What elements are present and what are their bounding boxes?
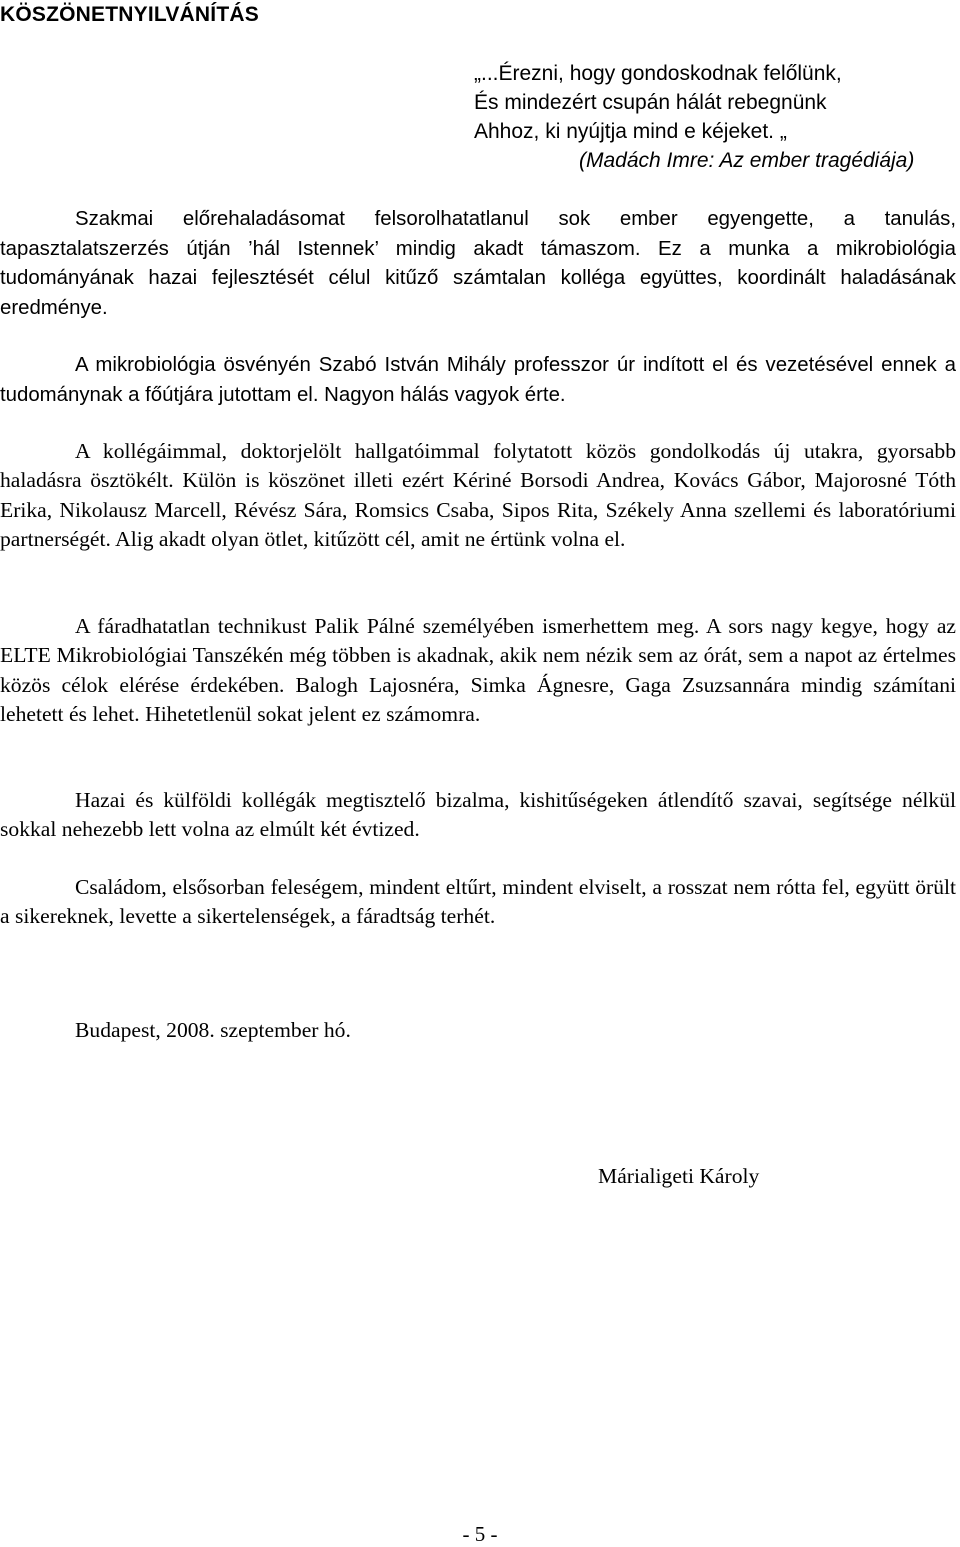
motto-citation: (Madách Imre: Az ember tragédiája) bbox=[579, 149, 915, 172]
paragraph-3: A kollégáimmal, doktorjelölt hallgatóimmal folytatott közös gondolkodás új utakra, gyorsabb haladásra ösztökélt. Külön is köszönet illeti ezért Kériné Borsodi Andrea, Kovács Gábor, Majorosné Tóth Erika, Nikolausz Marcell, Révész Sára, Romsics Csaba, Sipos Rita, Székely Anna szellemi és laboratóriumi partnerségét. Alig akadt olyan ötlet, kitűzött cél, amit ne értünk volna el. bbox=[0, 439, 956, 551]
motto-line: És mindezért csupán hálát rebegnünk bbox=[474, 91, 827, 114]
motto bbox=[474, 59, 914, 175]
paragraph-5: Hazai és külföldi kollégák megtisztelő bizalma, kishitűségeken átlendítő szavai, segítsége nélkül sokkal nehezebb lett volna az elmúlt két évtized. bbox=[0, 788, 956, 842]
paragraph-4: A fáradhatatlan technikust Palik Pálné személyében ismerhettem meg. A sors nagy kegye, hogy az ELTE Mikrobiológiai Tanszékén még többen is akadnak, akik nem nézik sem az órát, sem a napot az értelmes közös célok elérése érdekében. Balogh Lajosnéra, Simka Ágnesre, Gaga Zsuzsannára mindig számítani lehetett és lehet. Hihetetlenül sokat jelent ez számomra. bbox=[0, 614, 956, 726]
paragraph-2: A mikrobiológia ösvényén Szabó István Mihály professzor úr indított el és vezetésével ennek a tudománynak a főútjára jutottam el. Nagyon hálás vagyok érte. bbox=[0, 354, 956, 406]
paragraph-6: Családom, elsősorban feleségem, mindent eltűrt, mindent elviselt, a rosszat nem rótta fel, együtt örült a sikereknek, levette a sikertelenségek, a fáradtság terhét. bbox=[0, 875, 956, 929]
place-date: Budapest, 2008. szeptember hó. bbox=[75, 1018, 351, 1042]
paragraph-1: Szakmai előrehaladásomat felsorolhatatlanul sok ember egyengette, a tanulás, tapasztalatszerzés útján ’hál Istennek’ mindig akadt támaszom. Ez a munka a mikrobiológia tudományának hazai fejlesztését célul kitűző számtalan kolléga együttes, koordinált haladásának eredménye. bbox=[0, 208, 956, 319]
signature: Márialigeti Károly bbox=[598, 1164, 760, 1188]
page-number: - 5 - bbox=[462, 1522, 498, 1546]
page-title: KÖSZÖNETNYILVÁNÍTÁS bbox=[0, 3, 259, 26]
motto-line: Ahhoz, ki nyújtja mind e kéjeket. „ bbox=[474, 120, 787, 143]
motto-line: „...Érezni, hogy gondoskodnak felőlünk, bbox=[474, 62, 842, 85]
